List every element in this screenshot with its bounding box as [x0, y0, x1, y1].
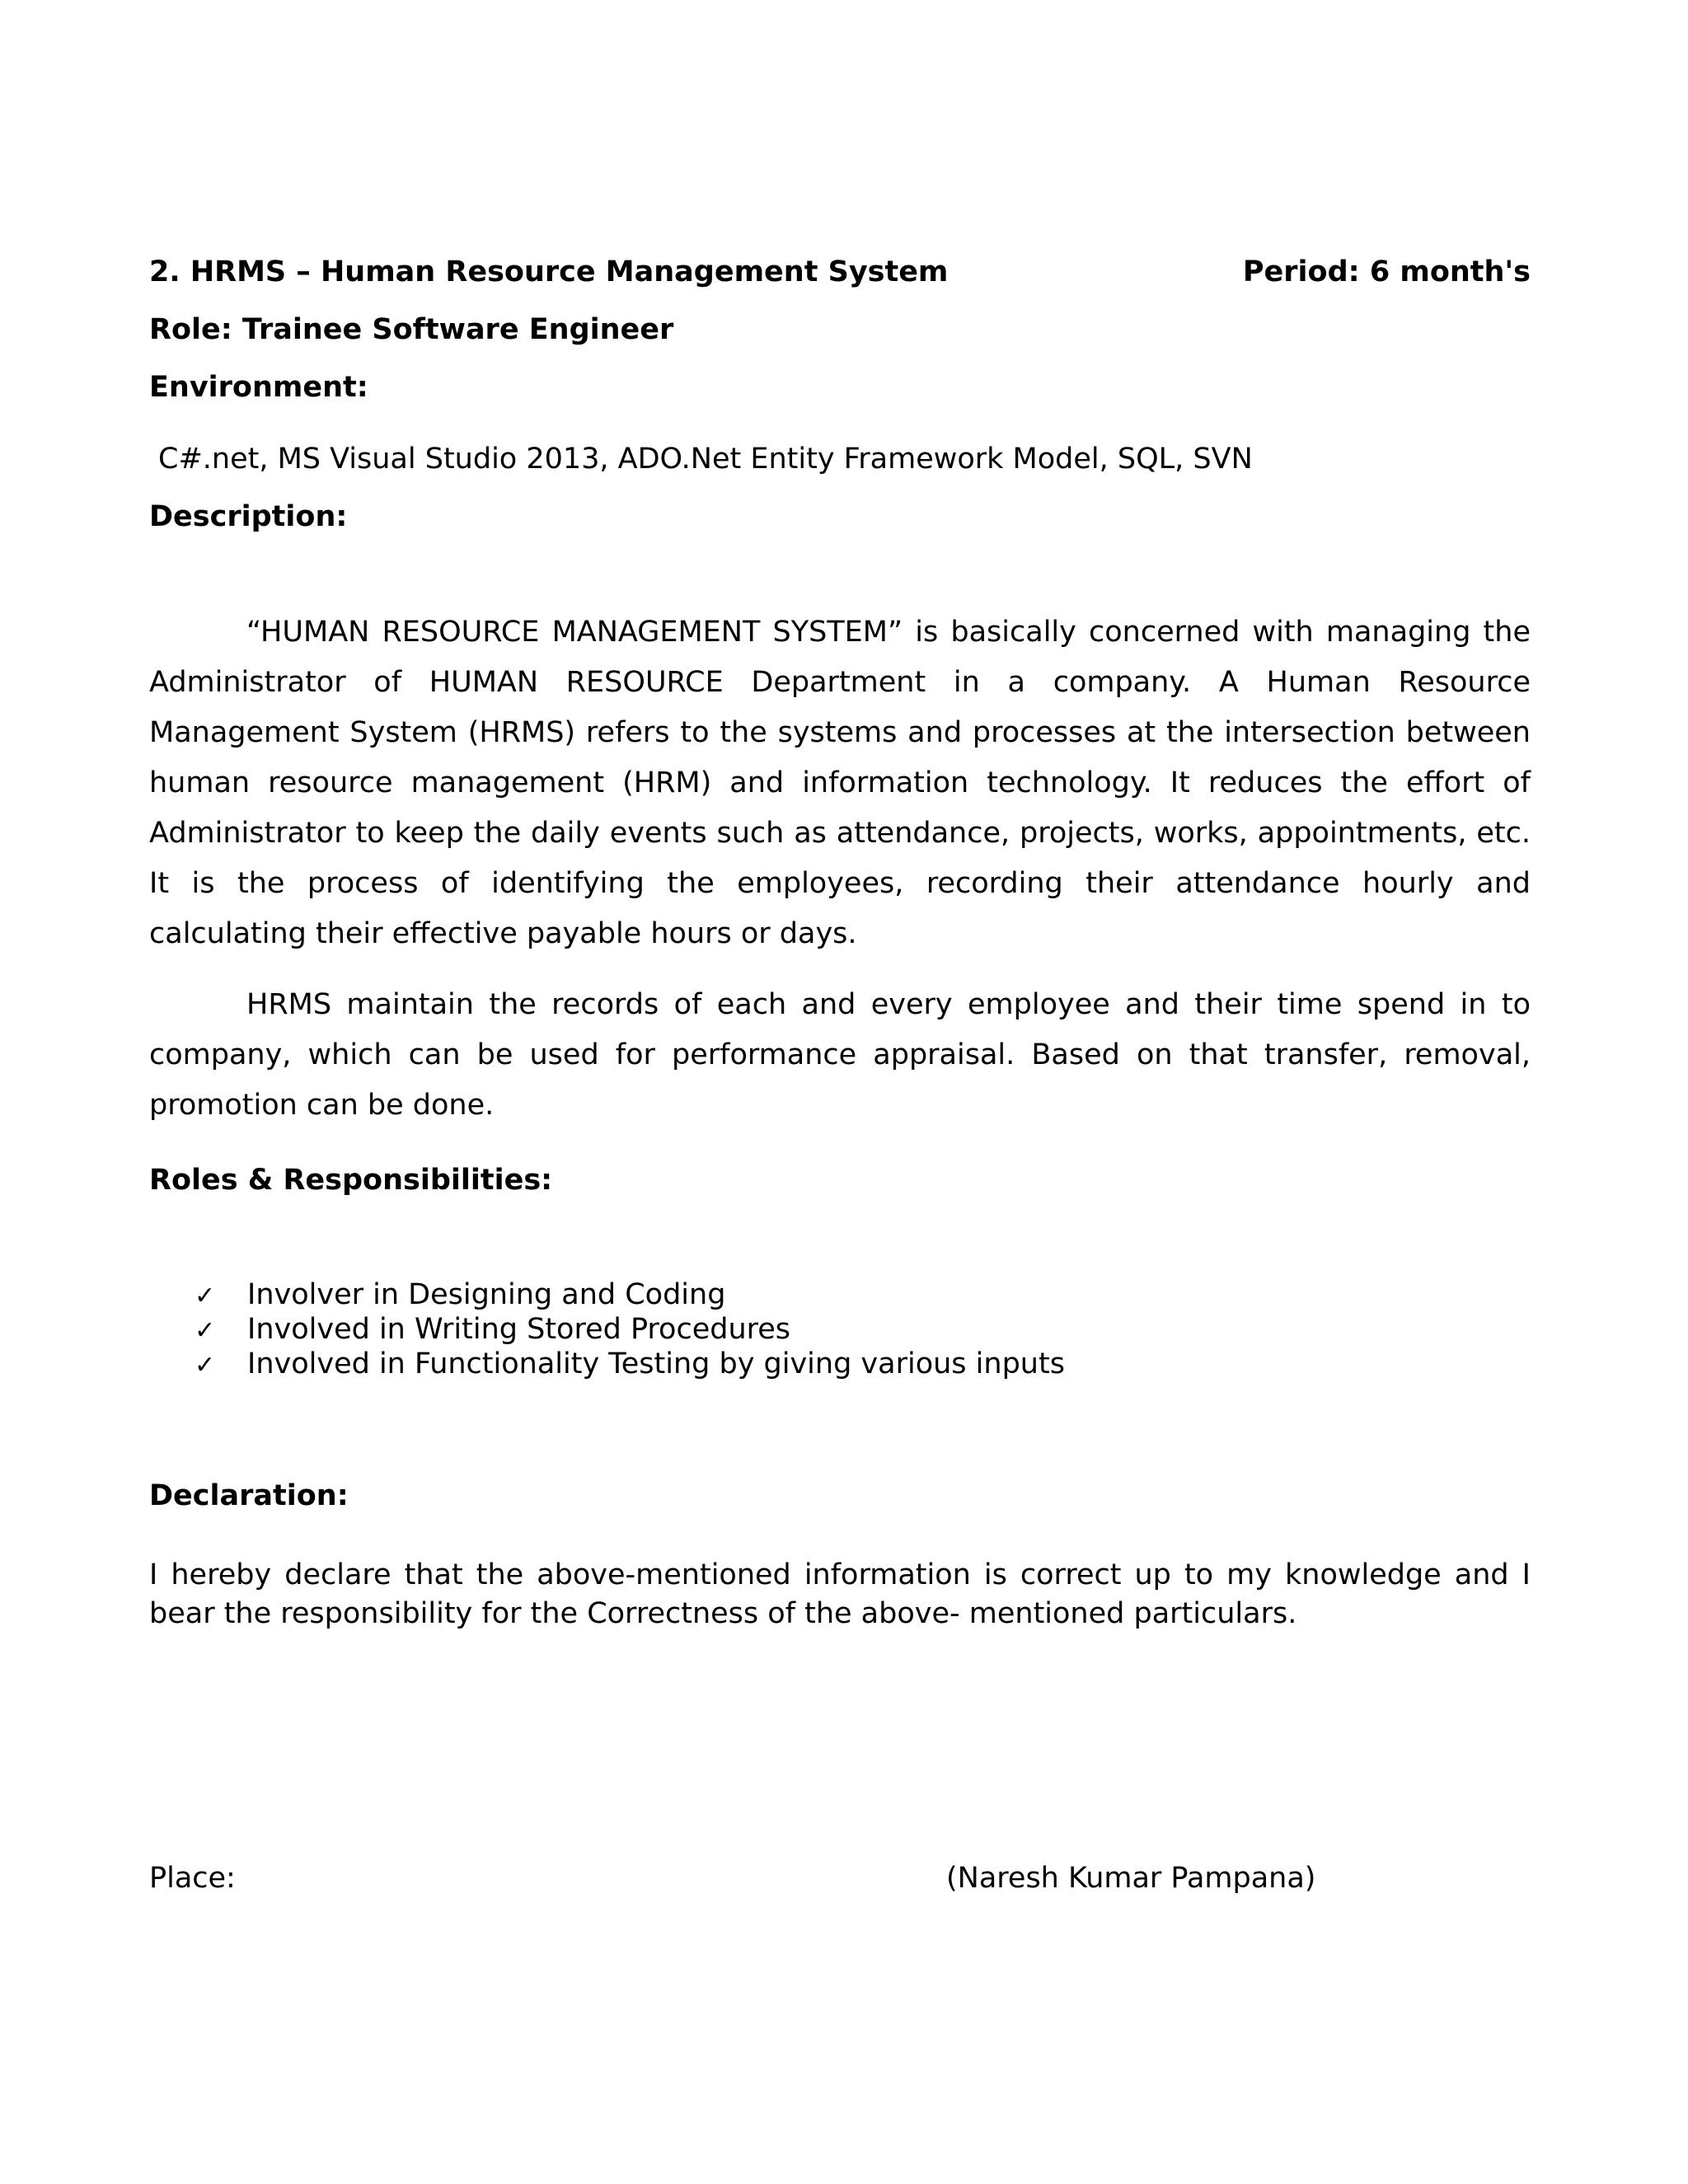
- list-item-text: Involved in Functionality Testing by giving various inputs: [247, 1347, 1065, 1380]
- description-paragraph: [149, 607, 1531, 959]
- list-item: [195, 1347, 1065, 1382]
- roles-list: [195, 1278, 1065, 1382]
- checkmark-icon: ✓: [195, 1316, 216, 1345]
- description-paragraph: [149, 980, 1531, 1131]
- project-role: Role: Trainee Software Engineer: [149, 313, 674, 346]
- description-paragraph-text: “HUMAN RESOURCE MANAGEMENT SYSTEM” is basically concerned with managing the Administrator of HUMAN RESOURCE Department in a company. A Human Resource Management System (HRMS) refers to the systems and processes at the intersection between human resource management (HRM) and information technology. It reduces the effort of Administrator to keep the daily events such as attendance, projects, works, appointments, etc. It is the process of identifying the employees, recording their attendance hourly and calculating their effective payable hours or days.: [149, 616, 1531, 950]
- checkmark-icon: ✓: [195, 1351, 216, 1380]
- list-item: [195, 1313, 1065, 1347]
- list-item: [195, 1278, 1065, 1313]
- environment-value: C#.net, MS Visual Studio 2013, ADO.Net Entity Framework Model, SQL, SVN: [158, 443, 1253, 476]
- environment-label: Environment:: [149, 371, 368, 404]
- project-period: Period: 6 month's: [1242, 255, 1531, 288]
- description-paragraph-text: HRMS maintain the records of each and every employee and their time spend in to company, which can be used for performance appraisal. Based on that transfer, removal, promotion can be done.: [149, 988, 1531, 1122]
- roles-label: Roles & Responsibilities:: [149, 1164, 553, 1197]
- declaration-text: I hereby declare that the above-mentioned information is correct up to my knowledge and I bear the responsibility for the Correctness of the above- mentioned particulars.: [149, 1558, 1531, 1630]
- checkmark-icon: ✓: [195, 1282, 216, 1310]
- project-title: 2. HRMS – Human Resource Management System: [149, 255, 949, 288]
- list-item-text: Involver in Designing and Coding: [247, 1278, 726, 1311]
- signature-name: (Naresh Kumar Pampana): [946, 1862, 1316, 1895]
- place-label: Place:: [149, 1862, 236, 1895]
- description-label: Description:: [149, 500, 348, 533]
- declaration-label: Declaration:: [149, 1479, 349, 1512]
- list-item-text: Involved in Writing Stored Procedures: [247, 1313, 791, 1346]
